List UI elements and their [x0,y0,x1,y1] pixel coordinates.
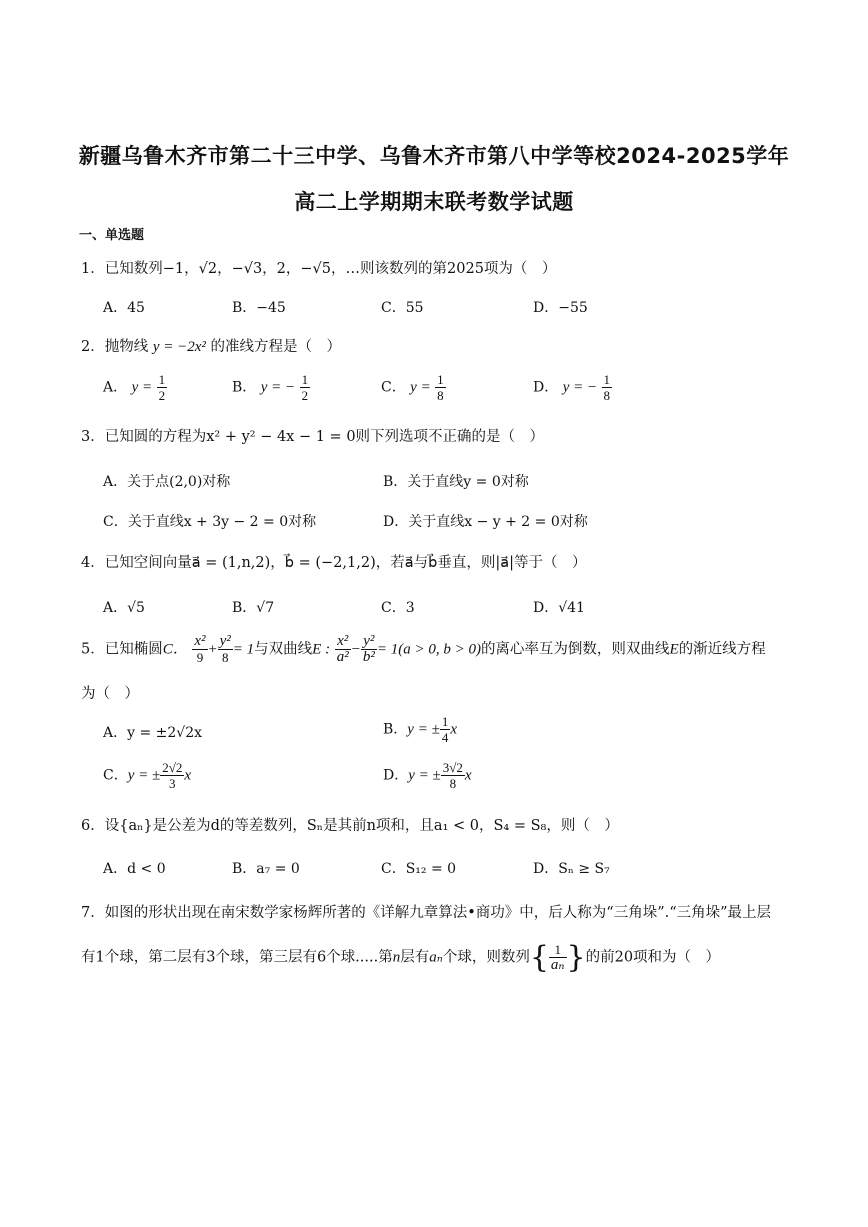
question-3-option-d: D．关于直线x − y + 2 = 0对称 [383,514,588,530]
hyperbola-label: E : [312,641,331,658]
math-text: y = − [260,379,296,396]
option-label: D． [383,767,409,784]
section-heading: 一、单选题 [79,228,145,243]
question-2-option-b [232,372,310,403]
question-4-option-b: B．√7 [232,600,275,616]
question-2-option-c [381,372,446,403]
question-6-stem: 6．设{aₙ}是公差为d的等差数列，Sₙ是其前n项和，且a₁ < 0，S₄ = S₈，则（ ） [81,818,619,834]
question-6-option-b: B．a₇ = 0 [232,861,300,877]
question-6-option-d: D．Sₙ ≥ S₇ [533,861,610,877]
math-text: x [450,721,457,738]
math-text: y = ± [127,767,161,784]
option-label: C． [381,379,406,396]
q5-pre: 5．已知椭圆 [81,641,163,658]
math-text: n [392,949,401,966]
q7-mid-2: 个球，则数列 [442,949,530,966]
fraction: $\frac{1}{2}$ [301,372,309,403]
question-1-option-d: D．−55 [533,300,588,316]
right-brace: } [566,939,586,975]
q5-post: 的离心率互为倒数，则双曲线 [480,641,670,658]
fraction: $\frac{1}{2}$ [158,372,166,403]
q5-mid: 与双曲线 [254,641,313,658]
fraction: $\frac{2√2}{3}$ [162,760,183,791]
math-text: − [350,641,361,658]
fraction: $\frac{\text{x²}}{9}$ [194,633,206,665]
question-6-option-c: C．S₁₂ = 0 [381,861,457,877]
fraction: $\frac{\text{y²}}{8}$ [219,633,231,665]
math-text: y = ± [407,721,440,738]
math-text: x [184,767,192,784]
question-5-option-d [383,760,472,791]
math-text: = 1 [232,641,255,658]
question-3-option-a: A．关于点(2,0)对称 [103,474,231,490]
math-text: y = [131,379,153,396]
math-text: aₙ [429,949,443,966]
fraction: $\frac{1}{\text{aₙ}}$ [550,942,565,973]
q7-pre: 有1个球，第二层有3个球，第三层有6个球.....第 [81,949,393,966]
option-label: C． [103,767,128,784]
fraction: $\frac{1}{8}$ [437,372,444,403]
math-text: + [207,641,218,658]
question-5-option-a: A．y = ±2√2x [103,725,203,741]
math-text: y = − [562,379,598,396]
q5-post-2: 的渐近线方程 [678,641,766,658]
question-5-stem [81,634,766,665]
question-5-stem-line-2: 为（ ） [81,686,139,702]
math-text: = 1(a > 0, b > 0) [376,641,481,658]
q2-stem-pre: 2．抛物线 [81,339,149,355]
option-label: B． [383,721,408,738]
option-label: A． [103,379,128,396]
option-label: B． [232,379,257,396]
fraction: $\frac{\text{y²}}{\text{b²}}$ [362,633,375,665]
title-line-1: 新疆乌鲁木齐市第二十三中学、乌鲁木齐市第八中学等校2024-2025学年 [78,144,790,168]
question-1-stem: 1．已知数列−1，√2，−√3，2，−√5，…则该数列的第2025项为（ ） [81,261,557,277]
question-7-stem-line-1: 7．如图的形状出现在南宋数学家杨辉所著的《详解九章算法•商功》中，后人称为“三角垛”.“三角垛”最上层 [81,905,772,921]
question-3-option-b: B．关于直线y = 0对称 [383,474,529,490]
question-2-stem [81,335,341,356]
math-text: y = [410,379,431,396]
q7-post: 的前20项和为（ ） [585,949,721,966]
option-label: D． [533,379,559,396]
question-2-option-a [103,372,167,403]
title-line-2: 高二上学期期末联考数学试题 [294,190,574,214]
question-3-option-c: C．关于直线x + 3y − 2 = 0对称 [103,514,317,530]
question-1-option-a: A．45 [103,300,145,316]
ellipse-label: C． [162,641,188,658]
fraction: $\frac{1}{4}$ [441,714,449,745]
fraction: $\frac{3√2}{8}$ [442,760,463,791]
math-text: y = ± [408,767,441,784]
fraction: $\frac{1}{8}$ [603,372,611,403]
question-1-option-b: B．−45 [232,300,286,316]
question-3-stem: 3．已知圆的方程为x² + y² − 4x − 1 = 0则下列选项不正确的是（ ） [81,429,545,445]
question-4-option-a: A．√5 [103,600,145,616]
question-4-option-c: C．3 [381,600,415,616]
question-1-option-c: C．55 [381,300,424,316]
q2-stem-post: 的准线方程是（ ） [210,339,342,355]
q7-mid: 层有 [400,949,430,966]
question-6-option-a: A．d < 0 [103,861,166,877]
q2-stem-math: y = −2x² [152,339,206,355]
left-brace: { [529,939,549,975]
math-text: x [464,767,472,784]
fraction: $\frac{\text{x²}}{\text{a²}}$ [336,633,349,665]
question-4-option-d: D．√41 [533,600,585,616]
question-7-stem-line-2 [81,939,721,975]
question-5-option-b [383,714,457,745]
question-4-stem: 4．已知空间向量a⃗ = (1,n,2)，b⃗ = (−2,1,2)，若a⃗与b⃗垂直，则|a⃗|等于（ ） [81,555,587,571]
question-2-option-d [533,372,612,403]
question-5-option-c [103,760,191,791]
math-text: E [669,641,679,658]
